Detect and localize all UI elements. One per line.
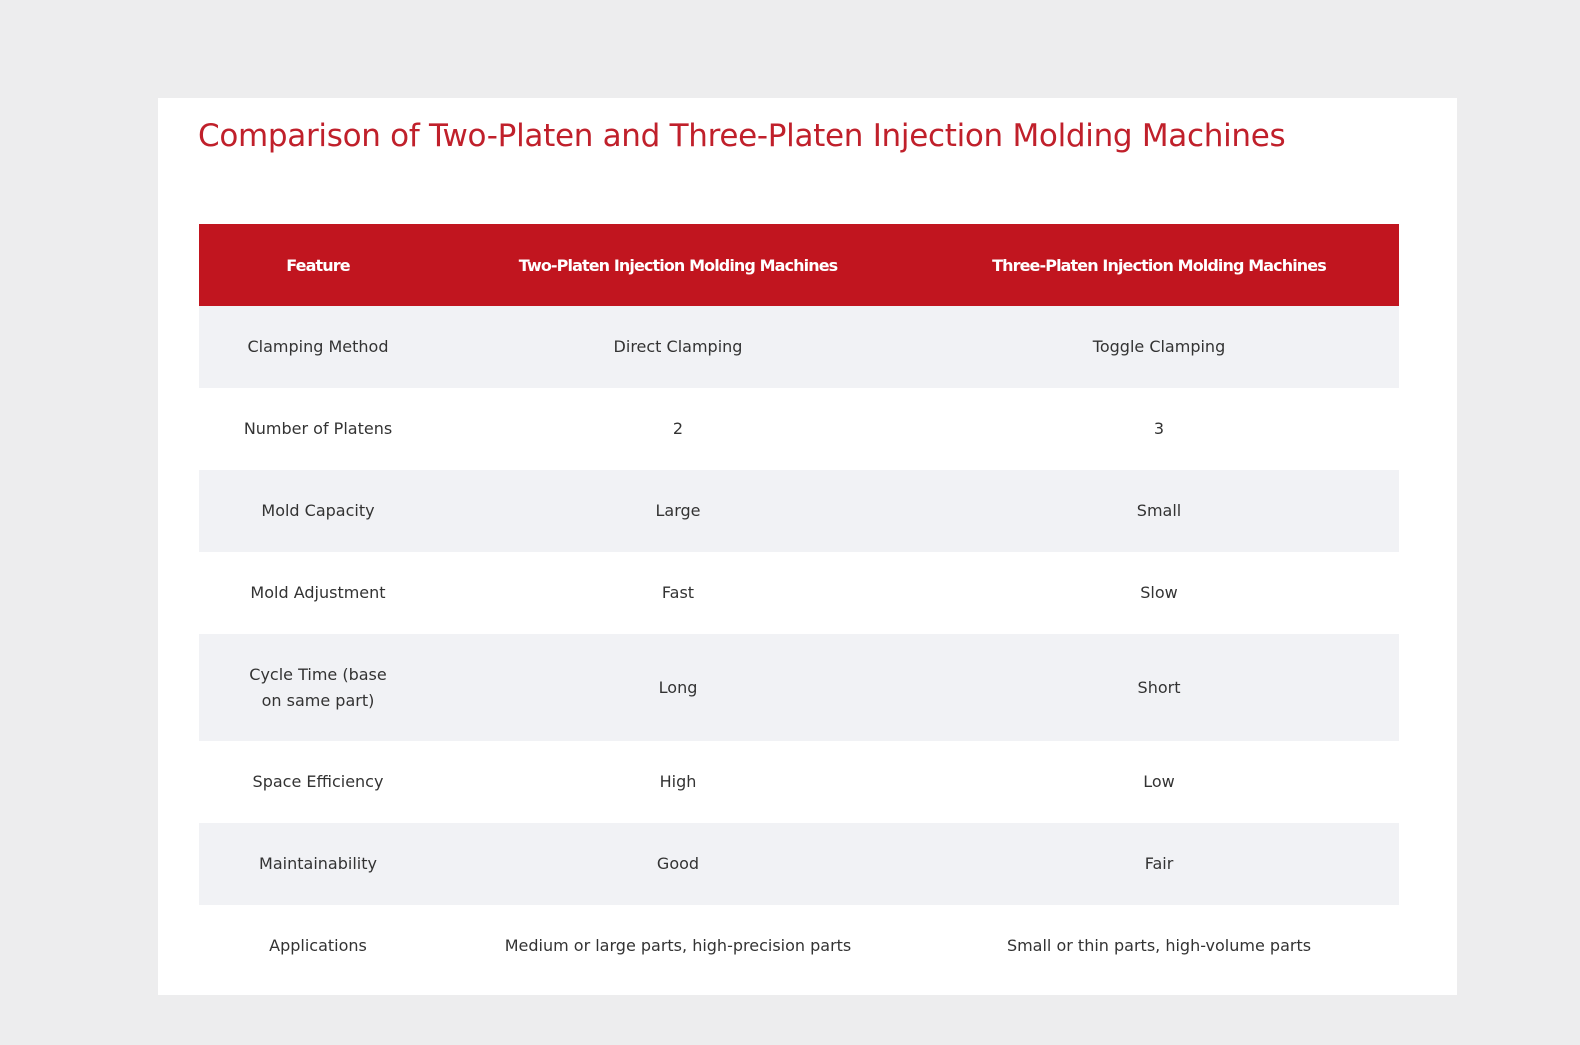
table-row — [199, 470, 1399, 552]
three-platen-cell: Small — [919, 470, 1399, 552]
content-card — [158, 98, 1457, 995]
page-title: Comparison of Two-Platen and Three-Platen Injection Molding Machines — [198, 118, 1286, 154]
feature-cell: Maintainability — [199, 823, 437, 905]
three-platen-cell: Low — [919, 741, 1399, 823]
three-platen-cell: Toggle Clamping — [919, 306, 1399, 388]
table-row — [199, 905, 1399, 987]
three-platen-cell: Fair — [919, 823, 1399, 905]
two-platen-cell: Direct Clamping — [437, 306, 919, 388]
feature-cell: Applications — [199, 905, 437, 987]
header-two-platen: Two-Platen Injection Molding Machines — [437, 224, 919, 306]
feature-cell: Space Efficiency — [199, 741, 437, 823]
two-platen-cell: Medium or large parts, high-precision parts — [437, 905, 919, 987]
two-platen-cell: Good — [437, 823, 919, 905]
two-platen-cell: Fast — [437, 552, 919, 634]
feature-cell: Mold Adjustment — [199, 552, 437, 634]
three-platen-cell: 3 — [919, 388, 1399, 470]
table-row — [199, 306, 1399, 388]
feature-cell: Cycle Time (base on same part) — [199, 634, 437, 741]
table-header-row — [199, 224, 1399, 306]
two-platen-cell: Long — [437, 634, 919, 741]
two-platen-cell: High — [437, 741, 919, 823]
feature-cell: Clamping Method — [199, 306, 437, 388]
three-platen-cell: Small or thin parts, high-volume parts — [919, 905, 1399, 987]
table-row — [199, 634, 1399, 741]
table-row — [199, 741, 1399, 823]
table-row — [199, 552, 1399, 634]
header-three-platen: Three-Platen Injection Molding Machines — [919, 224, 1399, 306]
three-platen-cell: Short — [919, 634, 1399, 741]
comparison-table — [199, 224, 1399, 987]
table-row — [199, 823, 1399, 905]
two-platen-cell: 2 — [437, 388, 919, 470]
two-platen-cell: Large — [437, 470, 919, 552]
feature-cell: Mold Capacity — [199, 470, 437, 552]
table-row — [199, 388, 1399, 470]
feature-cell: Number of Platens — [199, 388, 437, 470]
three-platen-cell: Slow — [919, 552, 1399, 634]
header-feature: Feature — [199, 224, 437, 306]
